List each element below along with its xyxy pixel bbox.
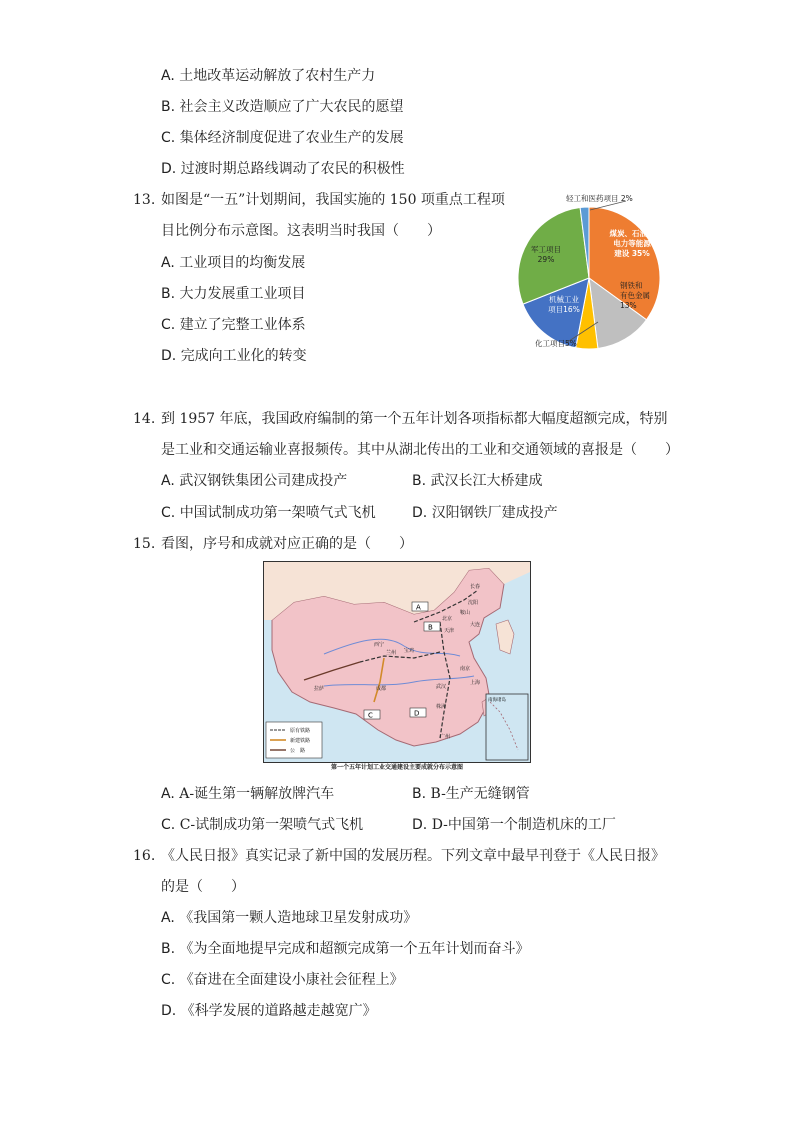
box-a [412,602,428,612]
q12-option-b: B. 社会主义改造顺应了广大农民的愿望 [161,99,404,115]
q16-option-a: A. 《我国第一颗人造地球卫星发射成功》 [161,910,418,926]
q15-number: 15. [133,536,156,552]
city-label: 南京 [460,666,471,672]
map-caption: 第一个五年计划工业交通建设主要成就分布示意图 [330,764,463,771]
svg-text:原有铁路: 原有铁路 [290,728,311,734]
pie-chart-svg [508,188,668,354]
south-sea-inset [486,694,528,760]
city-label: 武汉 [436,684,447,690]
q16-option-c: C. 《奋进在全面建设小康社会征程上》 [161,972,404,988]
q15-option-c: C. C-试制成功第一架喷气式飞机 [161,817,364,833]
q14-stem-line2: 是工业和交通运输业喜报频传。其中从湖北传出的工业和交通领域的喜报是（ ） [161,442,679,458]
q16-number: 16. [133,848,156,864]
box-d [410,708,426,718]
q13-stem-line2: 目比例分布示意图。这表明当时我国（ ） [161,223,441,239]
q14-option-a: A. 武汉钢铁集团公司建成投产 [161,473,348,489]
q12-option-c: C. 集体经济制度促进了农业生产的发展 [161,130,404,146]
q16-stem-line2: 的是（ ） [161,879,245,895]
china-map-figure [263,561,531,763]
project-pie-chart [508,188,668,354]
svg-text:新建铁路: 新建铁路 [290,738,311,744]
q13-option-d: D. 完成向工业化的转变 [161,348,307,364]
svg-text:D: D [414,709,420,718]
q15-stem: 看图，序号和成就对应正确的是（ ） [161,536,413,552]
pie-slice-label: 机械工业项目16% [548,295,580,314]
q16-option-b: B. 《为全面地提早完成和超额完成第一个五年计划而奋斗》 [161,941,530,957]
box-b [424,622,440,632]
q12-option-a: A. 土地改革运动解放了农村生产力 [161,68,376,84]
city-label: 株洲 [436,704,447,710]
q13-option-b: B. 大力发展重工业项目 [161,286,306,302]
q14-option-b: B. 武汉长江大桥建成 [412,473,543,489]
pie-slice-label: 钢铁和有色金属 13% [620,281,650,310]
q15-option-a: A. A-诞生第一辆解放牌汽车 [161,786,335,802]
map-legend [266,722,322,758]
city-label: 广州 [440,734,451,740]
china-map-svg [264,562,530,762]
korea-peninsula [496,620,514,654]
city-label: 拉萨 [314,686,325,692]
q12-option-d: D. 过渡时期总路线调动了农民的积极性 [161,161,405,177]
city-label: 兰州 [386,650,397,656]
q14-stem-line1: 到 1957 年底，我国政府编制的第一个五年计划各项指标都大幅度超额完成，特别 [161,411,668,427]
city-label: 上海 [470,680,481,686]
city-label: 长春 [470,584,481,590]
q13-stem-line1: 如图是“一五”计划期间，我国实施的 150 项重点工程项 [161,192,505,208]
city-label: 成都 [376,686,387,692]
city-label: 天津 [444,628,455,634]
q13-option-c: C. 建立了完整工业体系 [161,317,306,333]
svg-text:B: B [428,623,433,632]
city-label: 北京 [442,616,453,622]
city-label: 宝鸡 [404,648,415,654]
city-label: 鞍山 [460,610,471,616]
pie-slice-label: 军工项目 29% [531,245,561,264]
q13-option-a: A. 工业项目的均衡发展 [161,255,306,271]
svg-text:公 路: 公 路 [290,748,306,754]
svg-text:C: C [368,711,373,720]
q16-option-d: D. 《科学发展的道路越走越宽广》 [161,1003,377,1019]
city-label: 西宁 [374,642,385,648]
q13-number: 13. [133,192,156,208]
pie-slice-label: 煤炭、石油、电力等能源建设 35% [609,229,655,258]
pie-slice-label: 轻工和医药项目 2% [566,194,633,203]
q16-stem-line1: 《人民日报》真实记录了新中国的发展历程。下列文章中最早刊登于《人民日报》 [161,848,665,864]
city-label: 沈阳 [468,600,479,606]
q14-number: 14. [133,411,156,427]
svg-text:A: A [416,603,421,612]
box-c [364,710,380,720]
q14-option-c: C. 中国试制成功第一架喷气式飞机 [161,505,376,521]
city-label: 大连 [470,622,481,628]
q15-option-b: B. B-生产无缝钢管 [412,786,530,802]
pie-slice-label: 化工项目5% [535,339,577,348]
q14-option-d: D. 汉阳钢铁厂建成投产 [412,505,558,521]
q15-option-d: D. D-中国第一个制造机床的工厂 [412,817,616,833]
svg-text:南海诸岛: 南海诸岛 [488,698,506,703]
